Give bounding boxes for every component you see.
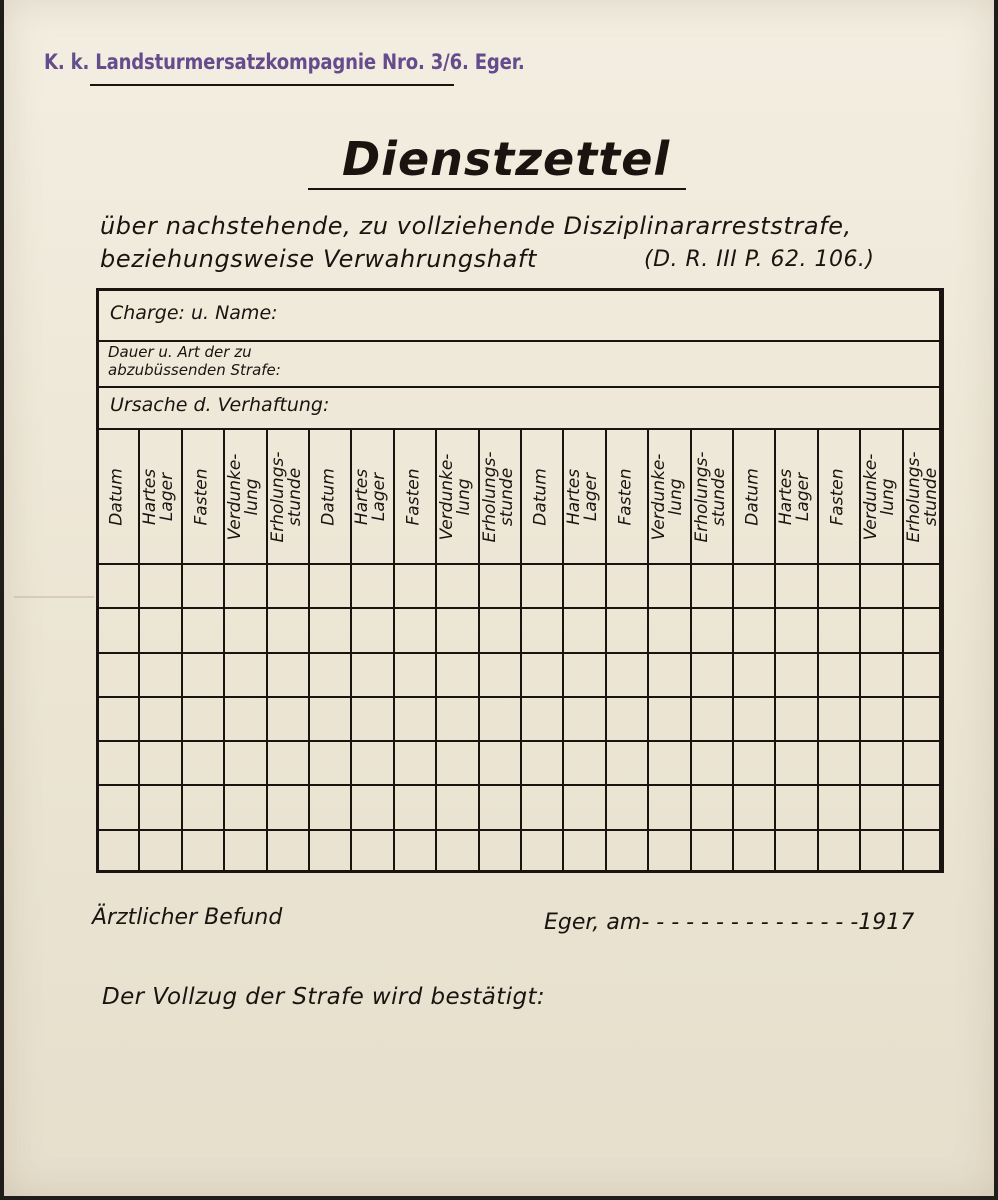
row-divider — [96, 340, 944, 342]
column-header-label: Hartes Lager — [140, 468, 177, 526]
column-header — [435, 434, 477, 560]
place-date-line: Eger, am- - - - - - - - - - - - - - -1917 — [544, 910, 915, 935]
column-header — [393, 434, 435, 560]
column-header-label: Erholungs- stunde — [268, 451, 305, 543]
column-header — [817, 434, 859, 560]
table-row-line — [96, 563, 944, 565]
column-header — [902, 434, 944, 560]
column-header-label: Datum — [742, 468, 763, 526]
execution-confirmation-label: Der Vollzug der Strafe wird bestätigt: — [102, 984, 546, 1010]
column-header-label: Erholungs- stunde — [904, 451, 941, 543]
column-header-label: Verdunke- lung — [225, 453, 262, 541]
subtitle-line-2: beziehungsweise Verwahrungshaft — [100, 245, 537, 273]
column-header — [859, 434, 901, 560]
column-header — [605, 434, 647, 560]
fold-mark — [14, 596, 94, 598]
column-header-label: Hartes Lager — [564, 468, 601, 526]
document-sheet — [4, 0, 994, 1196]
document-title: Dienstzettel — [342, 132, 671, 186]
table-row-line — [96, 829, 944, 831]
field-punishment-label-1: Dauer u. Art der zu — [108, 343, 252, 361]
column-header-label: Verdunke- lung — [861, 453, 898, 541]
column-header — [478, 434, 520, 560]
field-cause-label: Ursache d. Verhaftung: — [110, 394, 330, 416]
column-header — [266, 434, 308, 560]
column-header-label: Verdunke- lung — [437, 453, 474, 541]
table-row-line — [96, 696, 944, 698]
column-header-label: Fasten — [191, 468, 212, 526]
column-header-label: Datum — [318, 468, 339, 526]
column-header-label: Hartes Lager — [352, 468, 389, 526]
column-header-label: Fasten — [615, 468, 636, 526]
row-divider — [96, 386, 944, 388]
field-charge-name-label: Charge: u. Name: — [110, 302, 278, 324]
punishment-table — [96, 288, 944, 873]
column-header — [520, 434, 562, 560]
column-header — [96, 434, 138, 560]
column-header-label: Verdunke- lung — [649, 453, 686, 541]
column-header-label: Fasten — [403, 468, 424, 526]
column-header — [774, 434, 816, 560]
column-header-label: Erholungs- stunde — [692, 451, 729, 543]
table-row-line — [96, 784, 944, 786]
column-header — [647, 434, 689, 560]
medical-findings-label: Ärztlicher Befund — [92, 905, 283, 930]
field-punishment-label-2: abzubüssenden Strafe: — [108, 361, 281, 379]
table-row-line — [96, 652, 944, 654]
column-header-label: Fasten — [827, 468, 848, 526]
unit-stamp: K. k. Landsturmersatzkompagnie Nro. 3/6. Eger. — [44, 50, 525, 74]
column-header — [223, 434, 265, 560]
column-header-label: Hartes Lager — [776, 468, 813, 526]
column-header — [690, 434, 732, 560]
column-header — [732, 434, 774, 560]
stamp-underline — [90, 84, 454, 86]
column-header-label: Erholungs- stunde — [480, 451, 517, 543]
column-header — [138, 434, 180, 560]
column-header-label: Datum — [530, 468, 551, 526]
column-header — [350, 434, 392, 560]
column-header-label: Datum — [106, 468, 127, 526]
column-header — [562, 434, 604, 560]
subtitle-line-1: über nachstehende, zu vollziehende Disziplinararreststrafe, — [100, 212, 852, 240]
column-header — [181, 434, 223, 560]
title-underline — [308, 188, 686, 190]
regulation-reference: (D. R. III P. 62. 106.) — [644, 247, 875, 272]
table-row-line — [96, 607, 944, 609]
column-header — [308, 434, 350, 560]
table-row-line — [96, 740, 944, 742]
